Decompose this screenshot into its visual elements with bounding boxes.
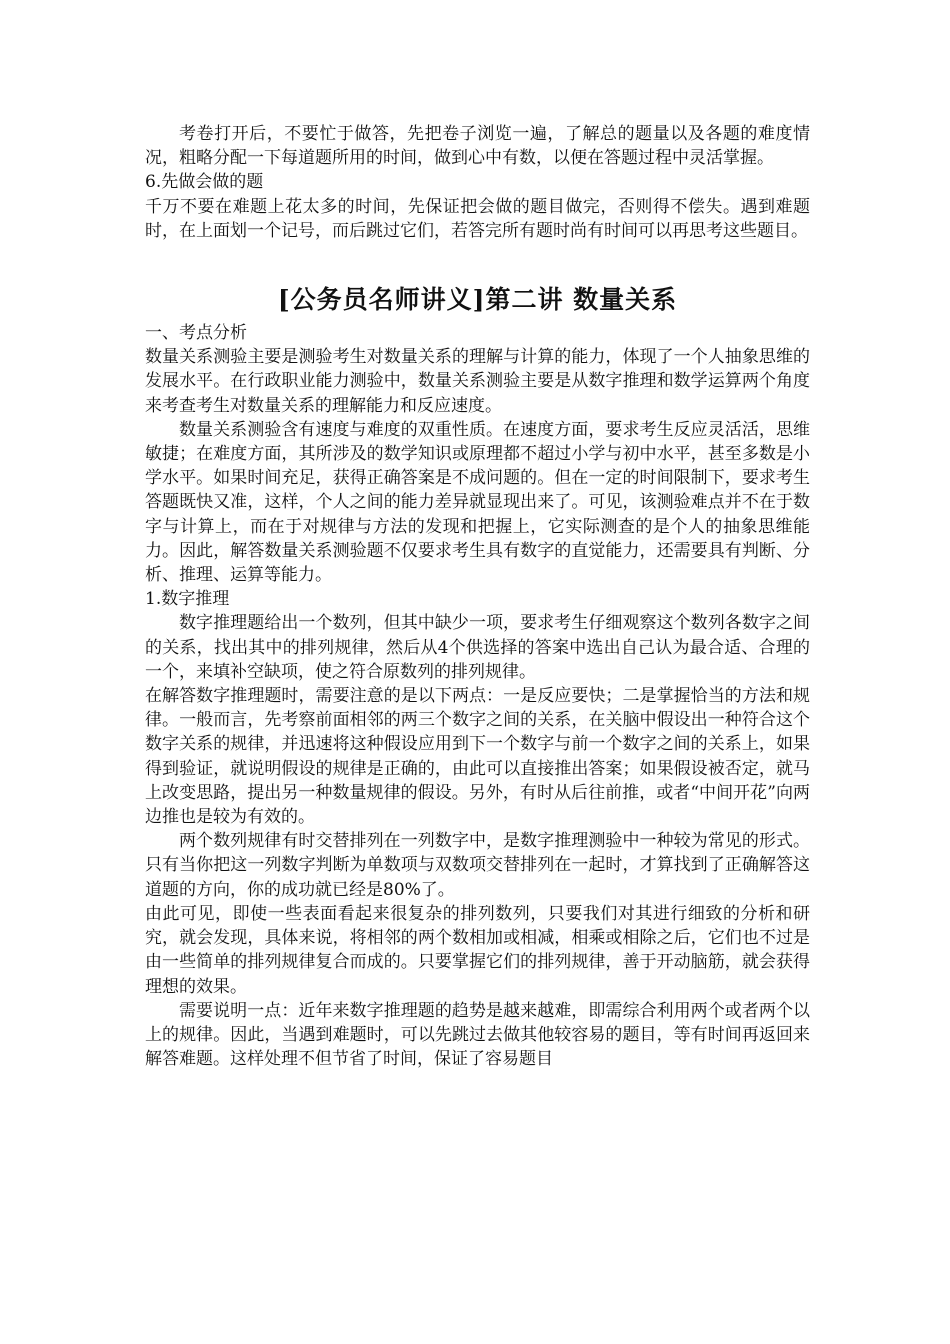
intro-paragraph-2: 千万不要在难题上花太多的时间，先保证把会做的题目做完，否则得不偿失。遇到难题时，在上面划一个记号，而后跳过它们，若答完所有题时尚有时间可以再思考这些题目。 bbox=[145, 196, 810, 241]
document-page bbox=[145, 122, 810, 1071]
lecture-paragraph-4: 在解答数字推理题时，需要注意的是以下两点：一是反应要快；二是掌握恰当的方法和规律。一般而言，先考察前面相邻的两三个数字之间的关系，在关脑中假设出一种符合这个数字关系的规律，并迅速将这种假设应用到下一个数字与前一个数字之间的关系上，如果得到验证，就说明假设的规律是正确的，由此可以直接推出答案；如果假设被否定，就马上改变思路，提出另一种数量规律的假设。另外，有时从后往前推，或者“中间开花”向两边推也是较为有效的。 bbox=[145, 686, 810, 828]
lecture-paragraph-7: 需要说明一点：近年来数字推理题的趋势是越来越难，即需综合利用两个或者两个以上的规律。因此，当遇到难题时，可以先跳过去做其他较容易的题目，等有时间再返回来解答难题。这样处理不但节省了时间，保证了容易题目 bbox=[145, 1000, 810, 1070]
lecture-paragraph-1: 数量关系测验主要是测验考生对数量关系的理解与计算的能力，体现了一个人抽象思维的发展水平。在行政职业能力测验中，数量关系测验主要是从数字推理和数学运算两个角度来考查考生对数量关系的理解能力和反应速度。 bbox=[145, 347, 810, 416]
lecture-paragraph-3: 数字推理题给出一个数列，但其中缺少一项，要求考生仔细观察这个数列各数字之间的关系，找出其中的排列规律，然后从4个供选择的答案中选出自己认为最合适、合理的一个，来填补空缺项，使之符合原数列的排列规律。 bbox=[145, 613, 810, 682]
lecture-paragraph-6: 由此可见，即使一些表面看起来很复杂的排列数列，只要我们对其进行细致的分析和研究，就会发现，具体来说，将相邻的两个数相加或相减，相乘或相除之后，它们也不过是由一些简单的排列规律复合而成的。只要掌握它们的排列规律，善于开动脑筋，就会获得理想的效果。 bbox=[145, 903, 810, 997]
intro-paragraph-1: 考卷打开后，不要忙于做答，先把卷子浏览一遍，了解总的题量以及各题的难度情况，粗略分配一下每道题所用的时间，做到心中有数，以便在答题过程中灵活掌握。 bbox=[145, 124, 810, 169]
lecture-paragraph-2: 数量关系测验含有速度与难度的双重性质。在速度方面，要求考生反应灵活活，思维敏捷；在难度方面，其所涉及的数学知识或原理都不超过小学与初中水平，甚至多数是小学水平。如果时间充足，获得正确答案是不成问题的。但在一定的时间限制下，要求考生答题既快又准，这样，个人之间的能力差异就显现出来了。可见，该测验难点并不在于数字与计算上，而在于对规律与方法的发现和把握上，它实际测查的是个人的抽象思维能力。因此，解答数量关系测验题不仅要求考生具有数字的直觉能力，还需要具有判断、分析、推理、运算等能力。 bbox=[145, 419, 810, 586]
lecture-paragraph-5: 两个数列规律有时交替排列在一列数字中，是数字推理测验中一种较为常见的形式。只有当你把这一列数字判断为单数项与双数项交替排列在一起时，才算找到了正确解答这道题的方向，你的成功就已经是80%了。 bbox=[145, 831, 810, 900]
section-heading-analysis: 一、考点分析 bbox=[145, 323, 247, 344]
subsection-heading-number-reasoning: 1.数字推理 bbox=[145, 589, 230, 610]
heading-answer-easy-first: 6.先做会做的题 bbox=[145, 172, 264, 193]
lecture-title: [公务员名师讲义]第二讲 数量关系 bbox=[277, 285, 678, 315]
